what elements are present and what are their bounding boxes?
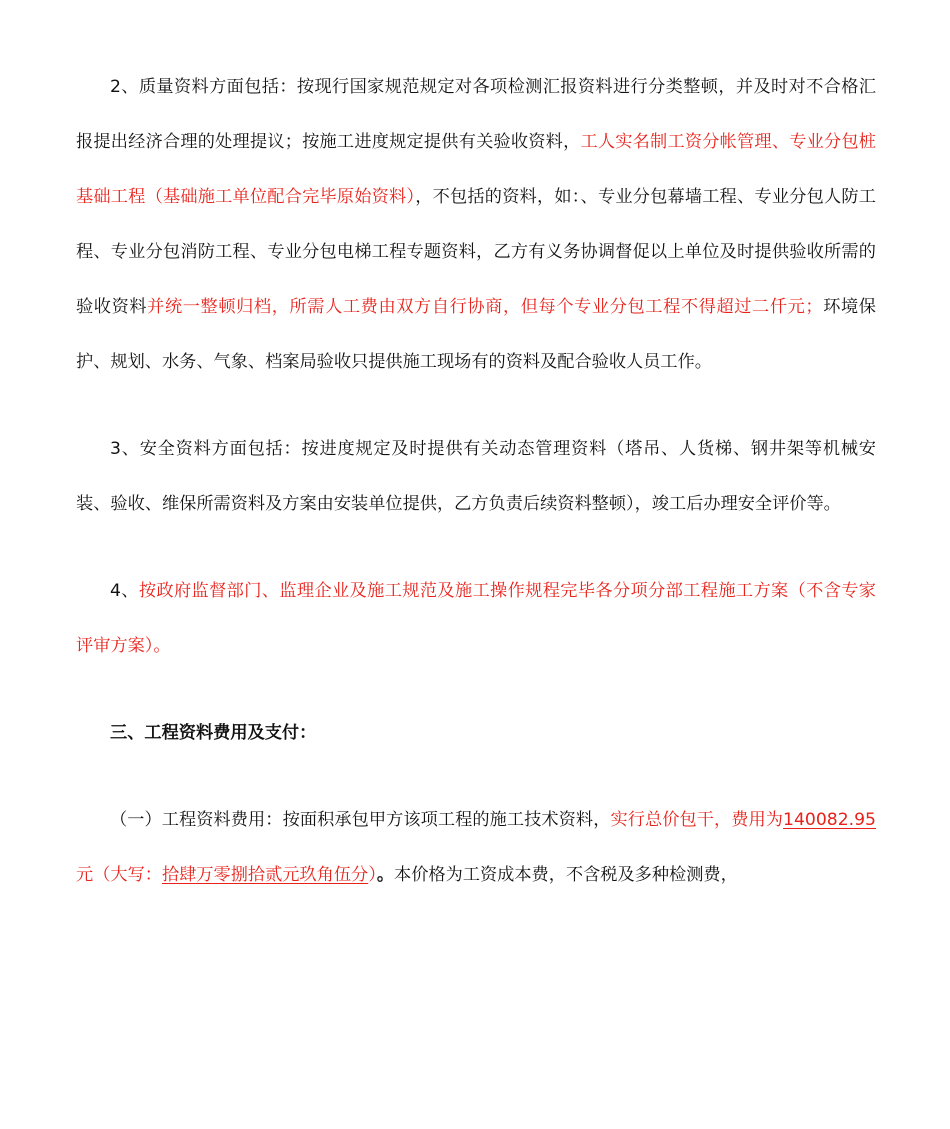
fees-text-part-1: （一）工程资料费用：按面积承包甲方该项工程的施工技术资料， [110, 810, 611, 830]
section-heading-fees-payment: 三、工程资料费用及支付： [110, 723, 317, 743]
plans-highlight-text: 按政府监督部门、监理企业及施工规范及施工操作规程完毕各分项分部工程施工方案（不含专家评审方案）。 [76, 581, 876, 656]
fees-period: 。 [376, 865, 395, 885]
quality-text-part-3: 环境保护、规划、水务、气象、档案局验收只提供施工现场有的资料及配合验收人员工作。 [76, 297, 876, 372]
paragraph-safety-materials [76, 422, 876, 532]
paragraph-fees [76, 793, 876, 903]
fees-highlight-lump-sum: 实行总价包干，费用为 [610, 810, 784, 830]
paragraph-quality-materials [76, 60, 876, 390]
safety-text: 3、安全资料方面包括：按进度规定及时提供有关动态管理资料（塔吊、人货梯、钢井架等机械安装、验收、维保所需资料及方案由安装单位提供，乙方负责后续资料整顿），竣工后办理安全评价等。 [76, 439, 876, 514]
quality-text-part-2: ，不包括的资料，如：、专业分包幕墙工程、专业分包人防工程、专业分包消防工程、专业分包电梯工程专题资料，乙方有义务协调督促以上单位及时提供验收所需的验收资料 [76, 187, 876, 317]
plans-number: 4、 [110, 581, 139, 601]
fees-amount-words-prefix: 元（大写： [76, 865, 162, 885]
fees-amount-number: 140082.95 [783, 810, 876, 830]
document-page [76, 60, 876, 903]
quality-highlight-realname-payroll: 工人实名制工资分帐管理、专业分包桩基础工程（基础施工单位配合完毕原始资料） [76, 132, 876, 207]
quality-text-part-1: 2、质量资料方面包括：按现行国家规范规定对各项检测汇报资料进行分类整顿，并及时对不合格汇报提出经济合理的处理提议；按施工进度规定提供有关验收资料， [76, 77, 876, 152]
fees-text-part-2: 本价格为工资成本费，不含税及多种检测费， [394, 865, 738, 885]
paragraph-construction-plans [76, 564, 876, 674]
quality-highlight-archiving-fee: 并统一整顿归档，所需人工费由双方自行协商，但每个专业分包工程不得超过二仟元； [147, 297, 823, 317]
fees-amount-words-suffix: ） [368, 865, 377, 885]
fees-amount-words: 拾肆万零捌拾贰元玖角伍分 [161, 865, 369, 885]
